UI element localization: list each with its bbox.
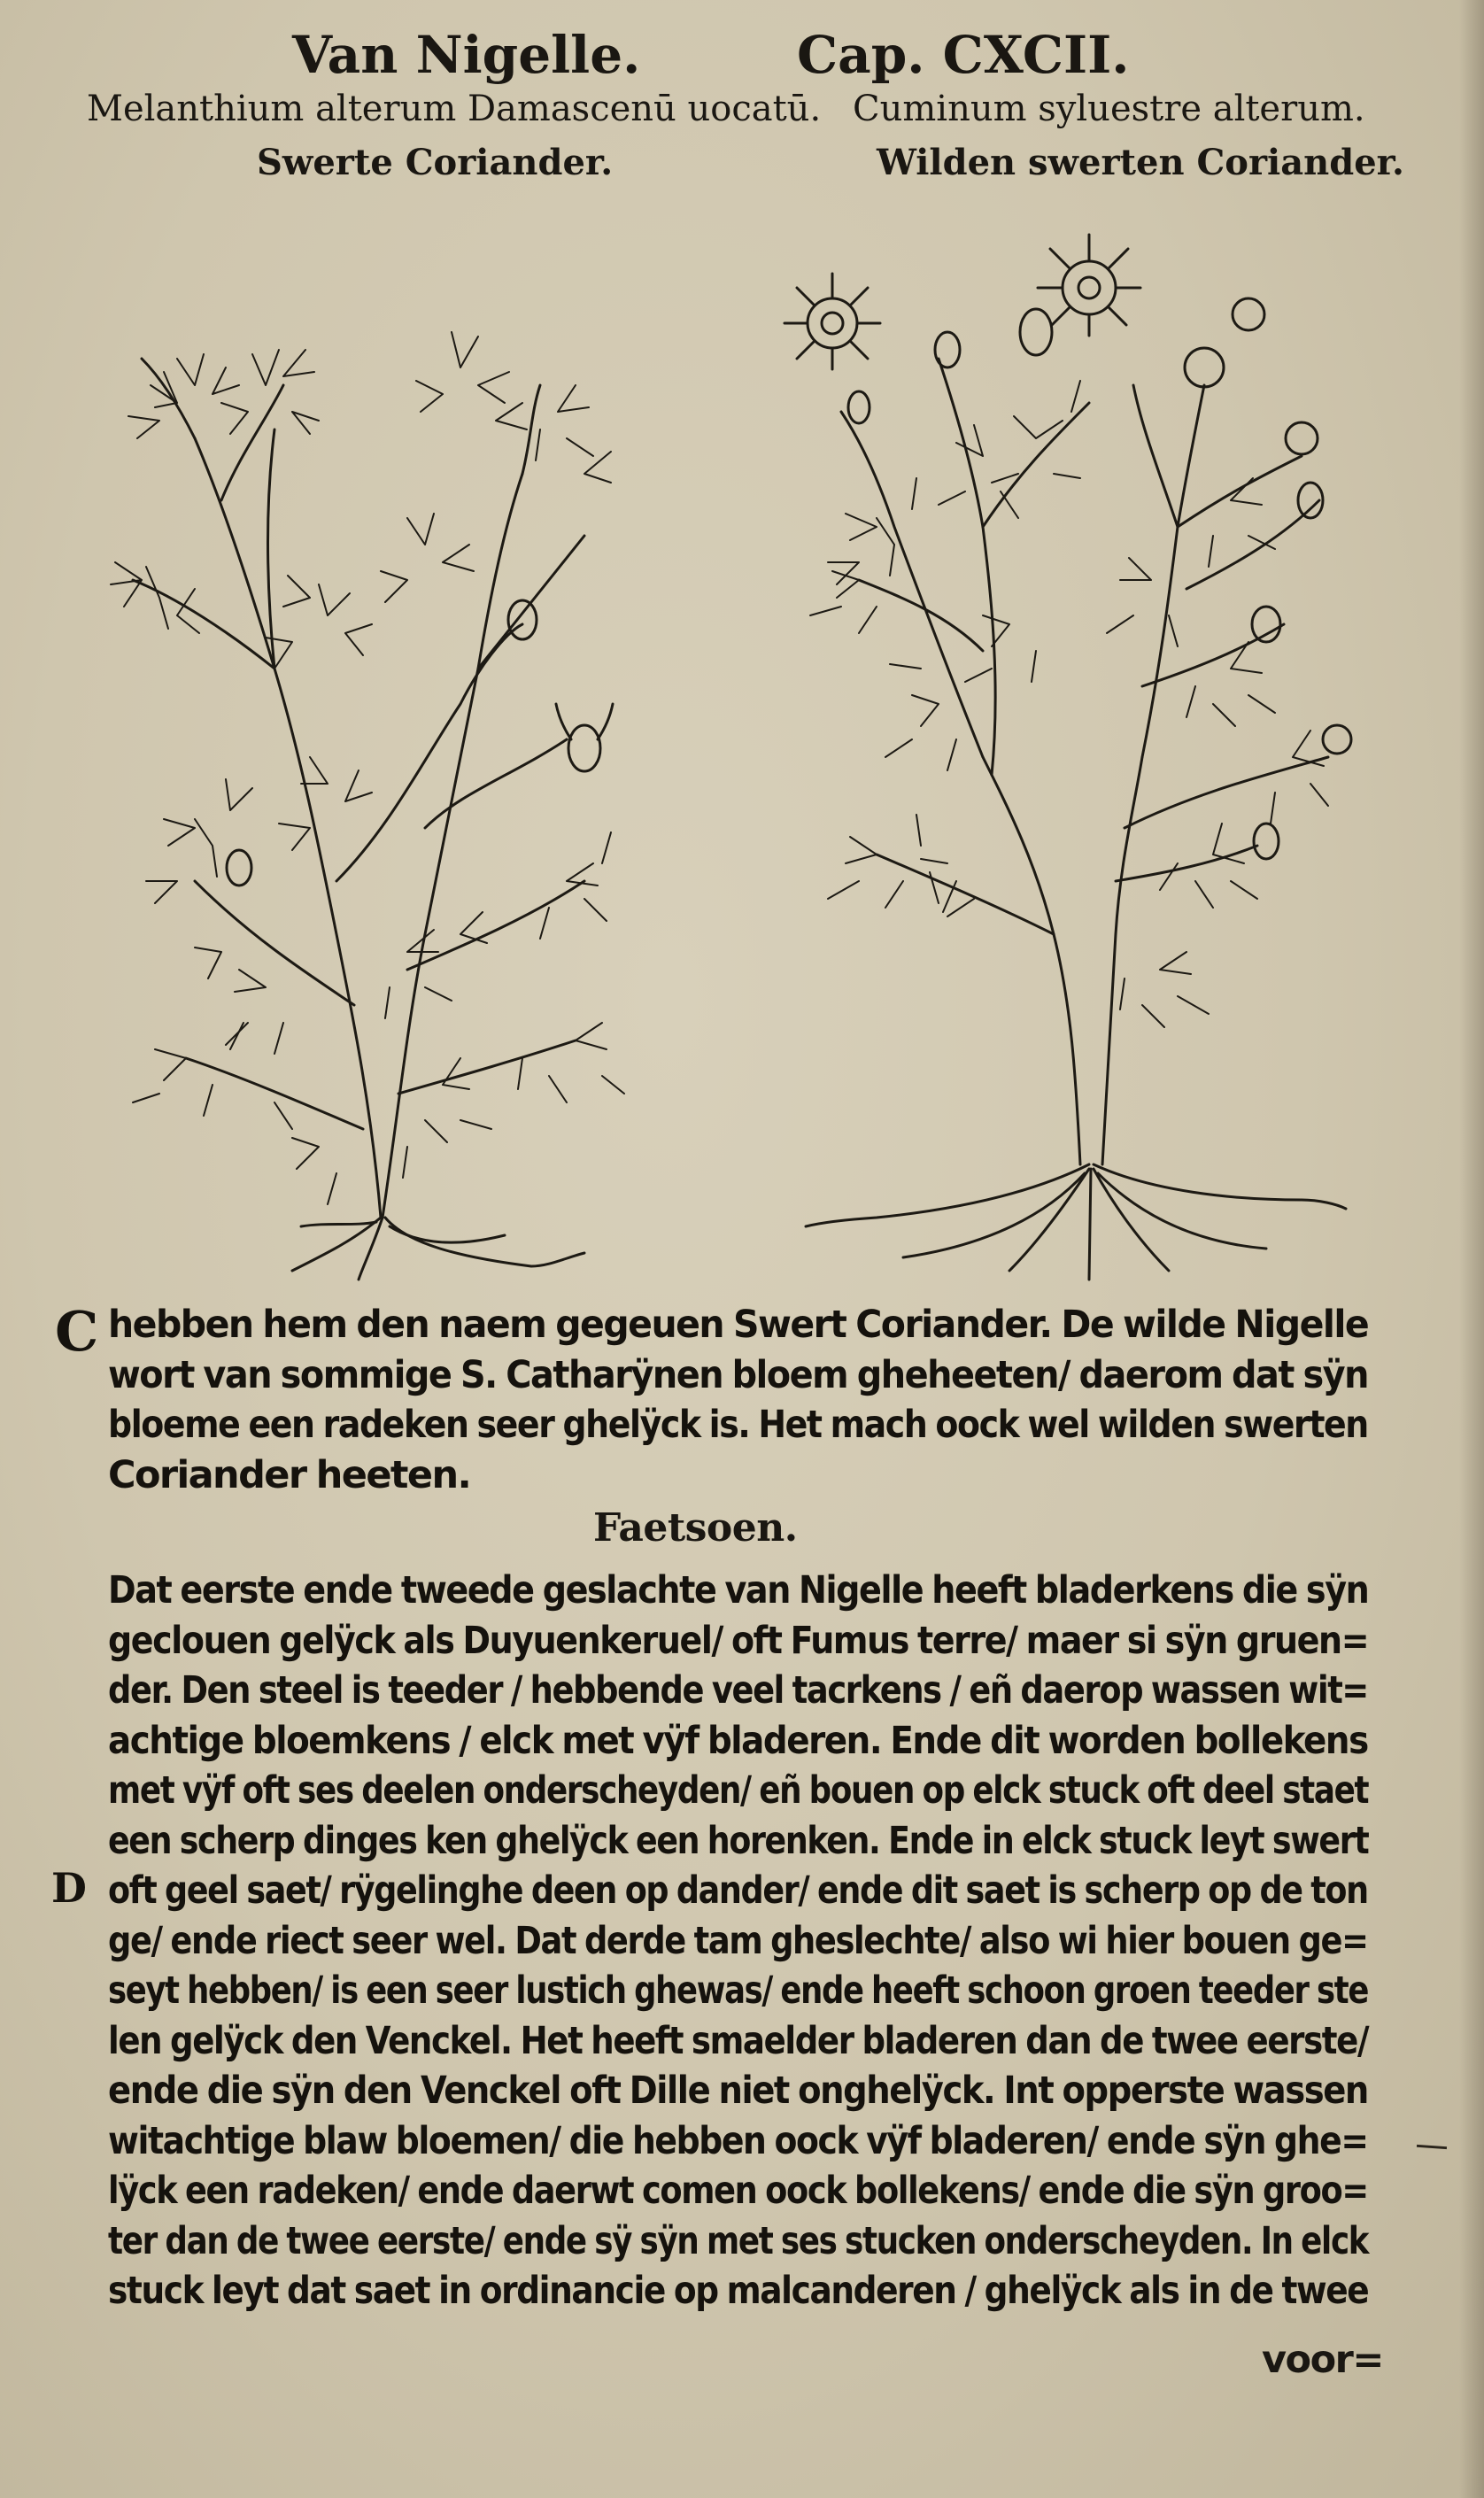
text-line: bloeme een radeken seer ghelÿck is. Het mach oock wel wilden swerten	[108, 1403, 1368, 1447]
text-line: seyt hebben/ is een seer lustich ghewas/ ende heeft schoon groen teeder ste	[108, 1968, 1369, 2013]
section-marker-c: C	[55, 1299, 99, 1364]
text-line: geclouen gelÿck als Duyuenkeruel/ oft Fumus terre/ maer si sÿn gruen=	[108, 1618, 1369, 1663]
latin-name-right: Cuminum syluestre alterum.	[853, 89, 1365, 129]
text-line: oft geel saet/ rÿgelinghe deen op dander/ ende dit saet is scherp op de ton	[108, 1868, 1368, 1913]
text-line: stuck leyt dat saet in ordinancie op malcanderen / ghelÿck als in de twee	[108, 2269, 1369, 2313]
text-line: Coriander heeten.	[108, 1452, 471, 1497]
text-line: hebben hem den naem gegeuen Swert Coriander. De wilde Nigelle	[108, 1303, 1369, 1347]
plant-woodcut-right-icon	[770, 208, 1355, 1284]
latin-name-left: Melanthium alterum Damascenū uocatū.	[87, 89, 822, 129]
text-line: ge/ ende riect seer wel. Dat derde tam gheslechte/ also wi hier bouen ge=	[108, 1918, 1368, 1963]
dutch-name-right: Wilden swerten Coriander.	[877, 142, 1404, 183]
text-line: met vÿf oft ses deelen onderscheyden/ eñ bouen op elck stuck oft deel staet	[108, 1768, 1369, 1813]
text-line: achtige bloemkens / elck met vÿf bladeren. Ende dit worden bollekens	[108, 1718, 1368, 1763]
text-line: der. Den steel is teeder / hebbende veel tacrkens / eñ daerop wassen wit=	[108, 1668, 1368, 1713]
section-heading: Faetsoen.	[593, 1505, 798, 1551]
page-edge-shadow	[1459, 0, 1484, 2498]
text-line: een scherp dinges ken ghelÿck een horenken. Ende in elck stuck leyt swert	[108, 1818, 1369, 1863]
text-line: Dat eerste ende tweede geslachte van Nigelle heeft bladerkens die sÿn	[108, 1568, 1369, 1612]
text-line: len gelÿck den Venckel. Het heeft smaelder bladeren dan de twee eerste/	[108, 2018, 1369, 2063]
text-line: witachtige blaw bloemen/ die hebben oock vÿf bladeren/ ende sÿn ghe=	[108, 2118, 1368, 2163]
text-line: lÿck een radeken/ ende daerwt comen oock bollekens/ ende die sÿn groo=	[108, 2169, 1368, 2213]
plant-woodcut-left-icon	[89, 208, 691, 1284]
paragraph-names	[108, 1300, 1484, 1500]
paragraph-description	[108, 1566, 1484, 2316]
chapter-title: Van Nigelle.	[292, 25, 641, 85]
catchword: voor=	[1262, 2338, 1383, 2382]
text-line: ende die sÿn den Venckel oft Dille niet onghelÿck. Int opperste wassen	[108, 2069, 1368, 2113]
text-line: ter dan de twee eerste/ ende sÿ sÿn met ses stucken onderscheyden. In elck	[108, 2218, 1369, 2263]
text-line: wort van sommige S. Catharÿnen bloem gheheeten/ daerom dat sÿn	[108, 1352, 1368, 1397]
section-marker-d: D	[51, 1864, 87, 1912]
dutch-name-left: Swerte Coriander.	[257, 142, 614, 183]
chapter-number: Cap. CXCII.	[797, 25, 1130, 85]
